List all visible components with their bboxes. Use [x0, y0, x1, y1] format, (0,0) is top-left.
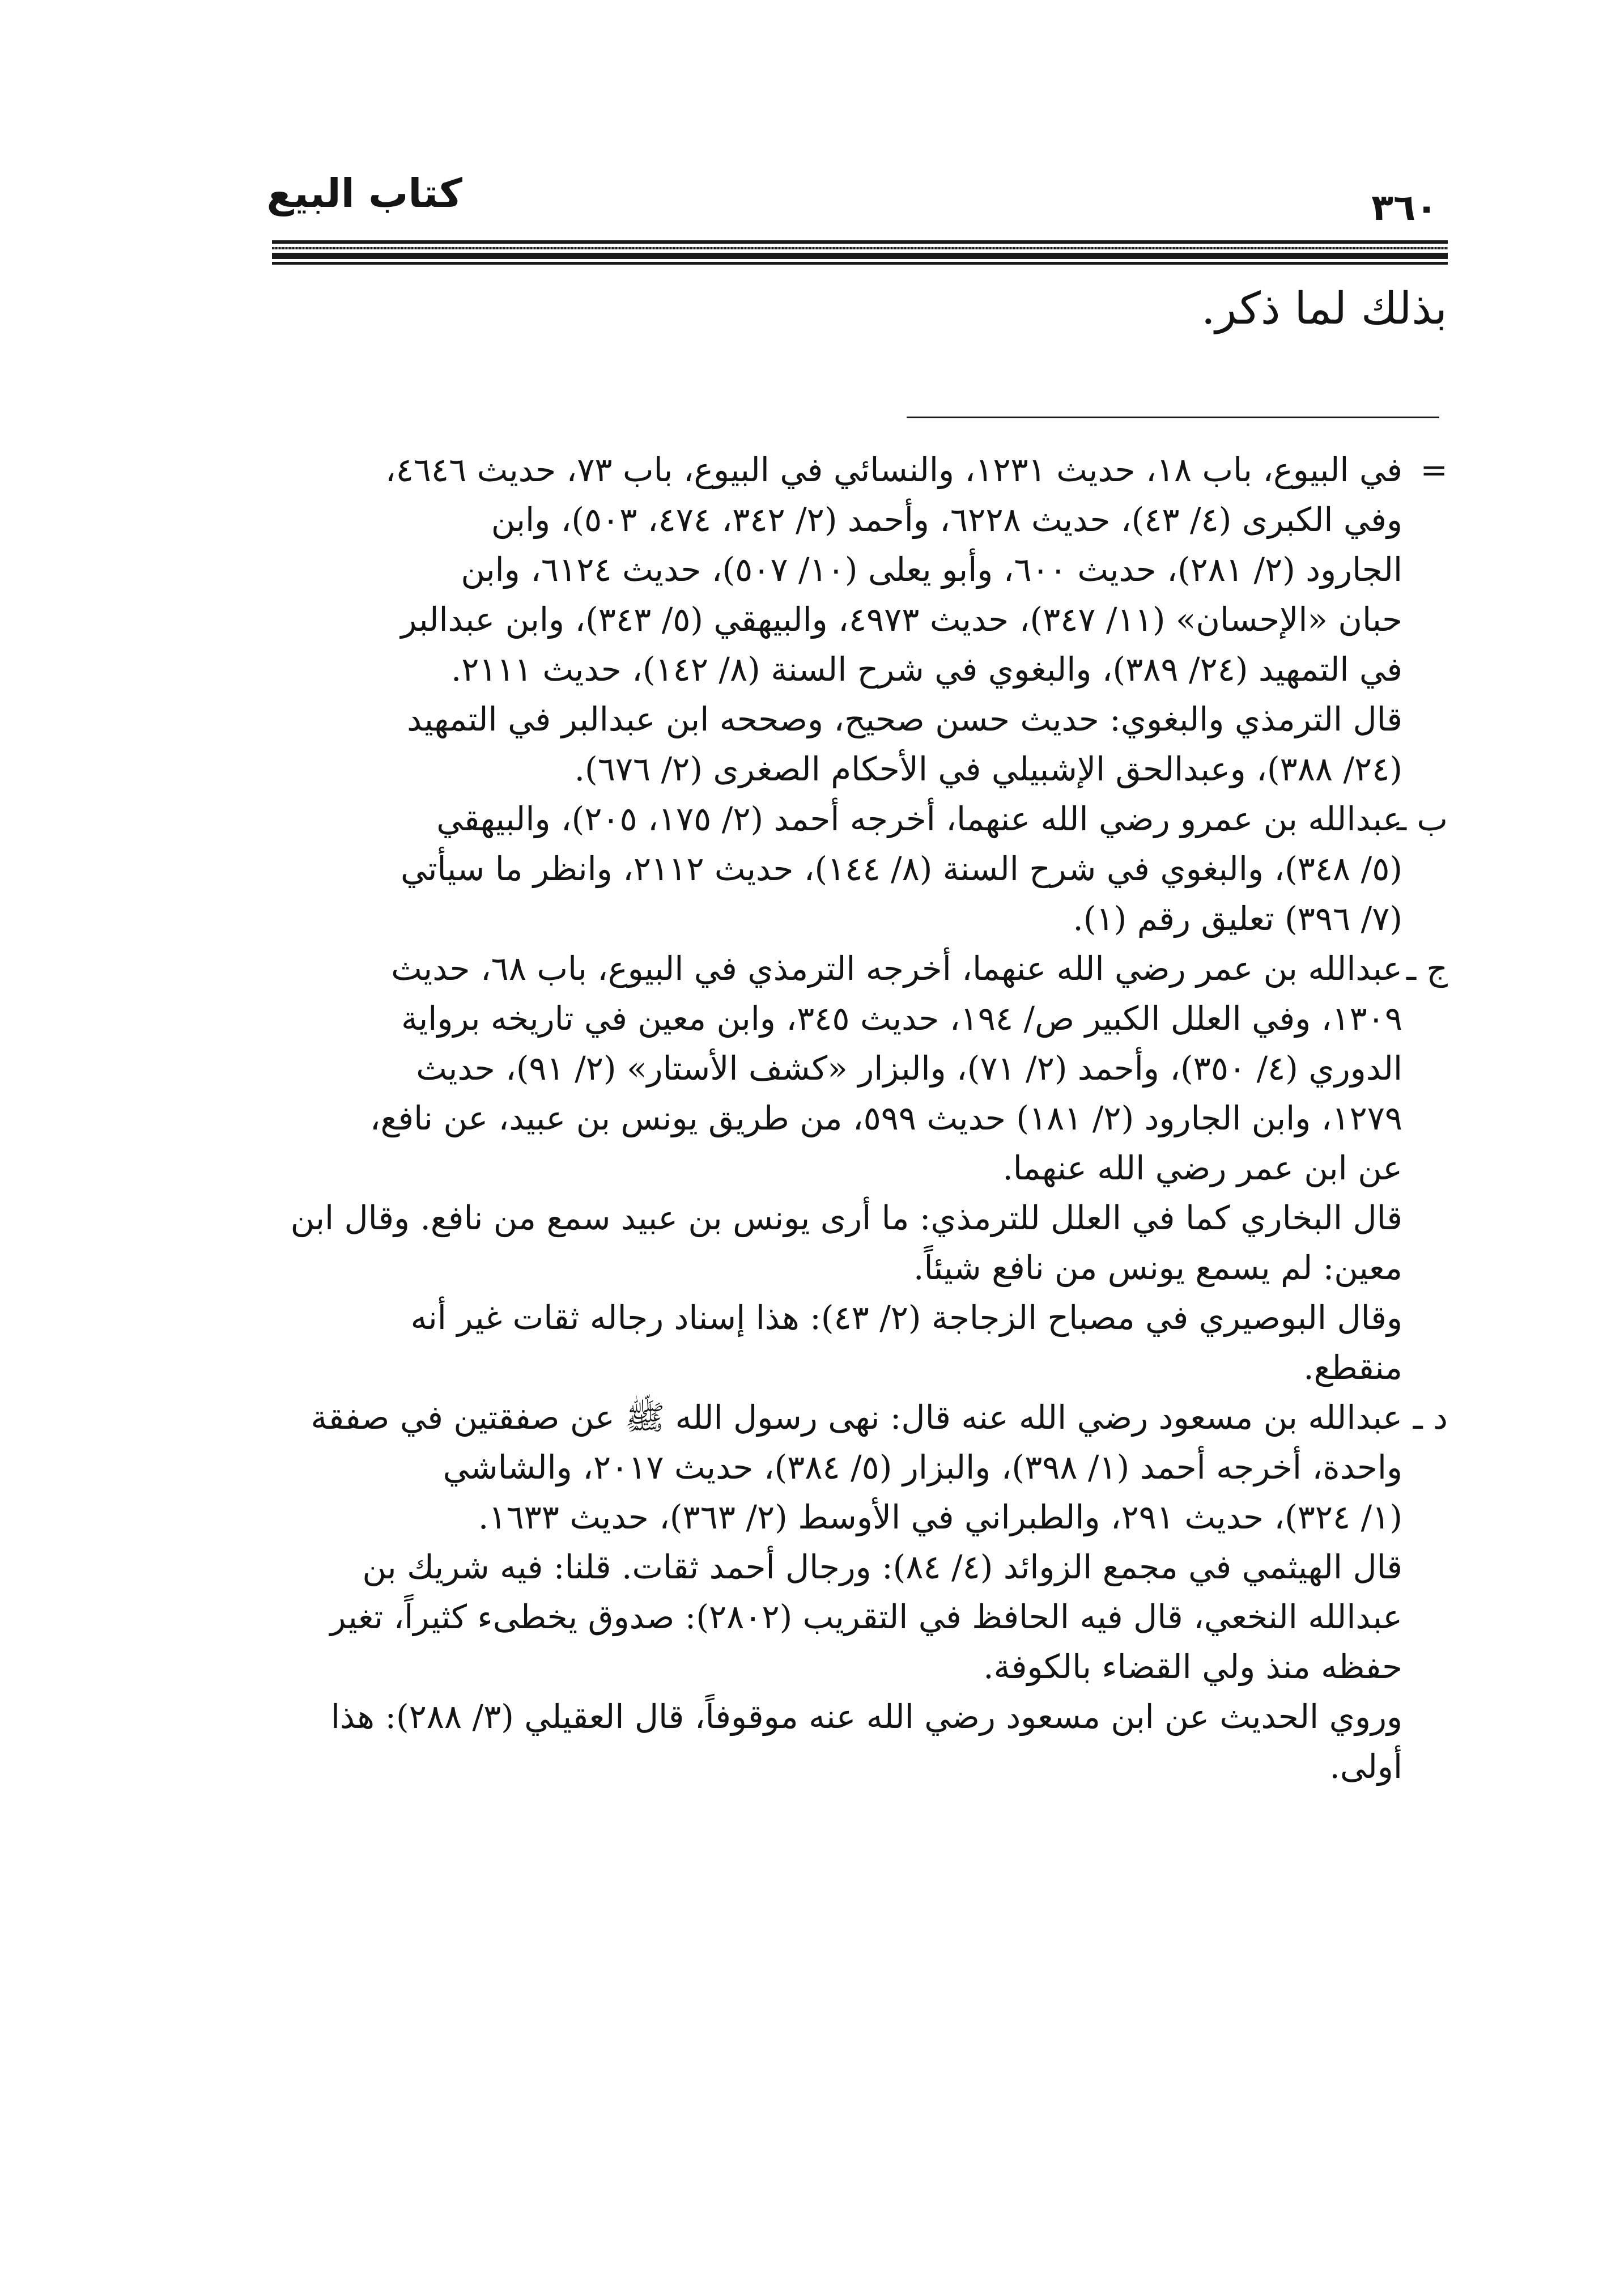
footnote-entry-b — [275, 794, 1448, 944]
footnote-line: حفظه منذ ولي القضاء بالكوفة. — [983, 1647, 1402, 1686]
footnote-line: منقطع. — [1303, 1348, 1402, 1387]
footnote-comment — [275, 1293, 1448, 1392]
header-rule — [272, 240, 1448, 244]
footnote-line: ١٢٧٩، وابن الجارود (٢/ ١٨١) حديث ٥٩٩، من طريق يونس بن عبيد، عن نافع، — [369, 1099, 1402, 1137]
footnote-line: (٧/ ٣٩٦) تعليق رقم (١). — [1073, 899, 1402, 938]
footnote-line: وروي الحديث عن ابن مسعود رضي الله عنه موقوفاً، قال العقيلي (٣/ ٢٨٨): هذا — [330, 1697, 1402, 1736]
footnote-line: عن ابن عمر رضي الله عنهما. — [1002, 1149, 1402, 1187]
footnote-entry-continuation — [275, 445, 1448, 694]
footnote-entry-d — [275, 1392, 1448, 1542]
footnote-line: عبدالله بن عمر رضي الله عنهما، أخرجه الترمذي في البيوع، باب ٦٨، حديث — [391, 949, 1402, 988]
header-rule-bottom — [272, 262, 1448, 265]
footnote-line: (٥/ ٣٤٨)، والبغوي في شرح السنة (٨/ ١٤٤)، حديث ٢١١٢، وانظر ما سيأتي — [401, 850, 1402, 888]
footnote-line: ١٣٠٩، وفي العلل الكبير ص/ ١٩٤، حديث ٣٤٥، وابن معين في تاريخه برواية — [401, 999, 1402, 1038]
footnote-entry-j — [275, 944, 1448, 1193]
footnote-line: عبدالله بن عمرو رضي الله عنهما، أخرجه أحمد (٢/ ١٧٥، ٢٠٥)، والبيهقي — [436, 800, 1402, 838]
footnote-line: معين: لم يسمع يونس من نافع شيئاً. — [913, 1249, 1402, 1287]
footnote-comment — [275, 1692, 1448, 1791]
footnote-comment — [275, 1193, 1448, 1293]
footnote-line: عبدالله بن مسعود رضي الله عنه قال: نهى رسول الله ﷺ عن صفقتين في صفقة — [311, 1398, 1402, 1437]
footnote-comment — [275, 1542, 1448, 1692]
footnote-line: قال البخاري كما في العلل للترمذي: ما أرى يونس بن عبيد سمع من نافع. وقال ابن — [290, 1199, 1402, 1237]
footnotes-block — [275, 445, 1448, 1791]
footnote-line: عبدالله النخعي، قال فيه الحافظ في التقريب (٢٨٠٢): صدوق يخطىء كثيراً، تغير — [330, 1598, 1402, 1636]
footnote-marker: ج ـ — [1406, 949, 1448, 988]
header-rule-pattern — [272, 247, 1448, 249]
page-number: ٣٦٠ — [1371, 187, 1438, 229]
footnote-line: واحدة، أخرجه أحمد (١/ ٣٩٨)، والبزار (٥/ ٣٨٤)، حديث ٢٠١٧، والشاشي — [443, 1448, 1402, 1487]
footnote-marker: ب ـ — [1396, 800, 1448, 838]
footnote-line: قال الهيثمي في مجمع الزوائد (٤/ ٨٤): ورجال أحمد ثقات. قلنا: فيه شريك بن — [362, 1548, 1402, 1586]
footnote-line: أولى. — [1329, 1747, 1402, 1786]
footnote-line: وقال البوصيري في مصباح الزجاجة (٢/ ٤٣): هذا إسناد رجاله ثقات غير أنه — [410, 1298, 1402, 1337]
footnote-line: حبان «الإحسان» (١١/ ٣٤٧)، حديث ٤٩٧٣، والبيهقي (٥/ ٣٤٣)، وابن عبدالبر — [401, 600, 1402, 639]
footnote-marker: = — [1420, 451, 1448, 489]
footnote-line: (١/ ٣٢٤)، حديث ٢٩١، والطبراني في الأوسط (٢/ ٣٦٣)، حديث ١٦٣٣. — [478, 1498, 1402, 1536]
footnote-line: وفي الكبرى (٤/ ٤٣)، حديث ٦٢٢٨، وأحمد (٢/ ٣٤٢، ٤٧٤، ٥٠٣)، وابن — [491, 500, 1402, 539]
footnote-marker: د ـ — [1413, 1398, 1448, 1437]
footnote-separator — [907, 417, 1439, 418]
running-header-title: كتاب البيع — [266, 170, 462, 216]
footnote-comment — [275, 694, 1448, 794]
footnote-line: في البيوع، باب ١٨، حديث ١٢٣١، والنسائي في البيوع، باب ٧٣، حديث ٤٦٤٦، — [385, 451, 1402, 489]
header-rule-thick — [272, 253, 1448, 259]
footnote-line: (٢٤/ ٣٨٨)، وعبدالحق الإشبيلي في الأحكام الصغرى (٢/ ٦٧٦). — [574, 750, 1402, 788]
footnote-line: قال الترمذي والبغوي: حديث حسن صحيح، وصححه ابن عبدالبر في التمهيد — [407, 700, 1402, 738]
main-text-continuation: بذلك لما ذكر. — [1201, 283, 1447, 334]
footnote-line: الدوري (٤/ ٣٥٠)، وأحمد (٢/ ٧١)، والبزار «كشف الأستار» (٢/ ٩١)، حديث — [416, 1049, 1402, 1088]
footnote-line: في التمهيد (٢٤/ ٣٨٩)، والبغوي في شرح السنة (٨/ ١٤٢)، حديث ٢١١١. — [450, 650, 1402, 689]
footnote-line: الجارود (٢/ ٢٨١)، حديث ٦٠٠، وأبو يعلى (١٠/ ٥٠٧)، حديث ٦١٢٤، وابن — [461, 550, 1402, 589]
